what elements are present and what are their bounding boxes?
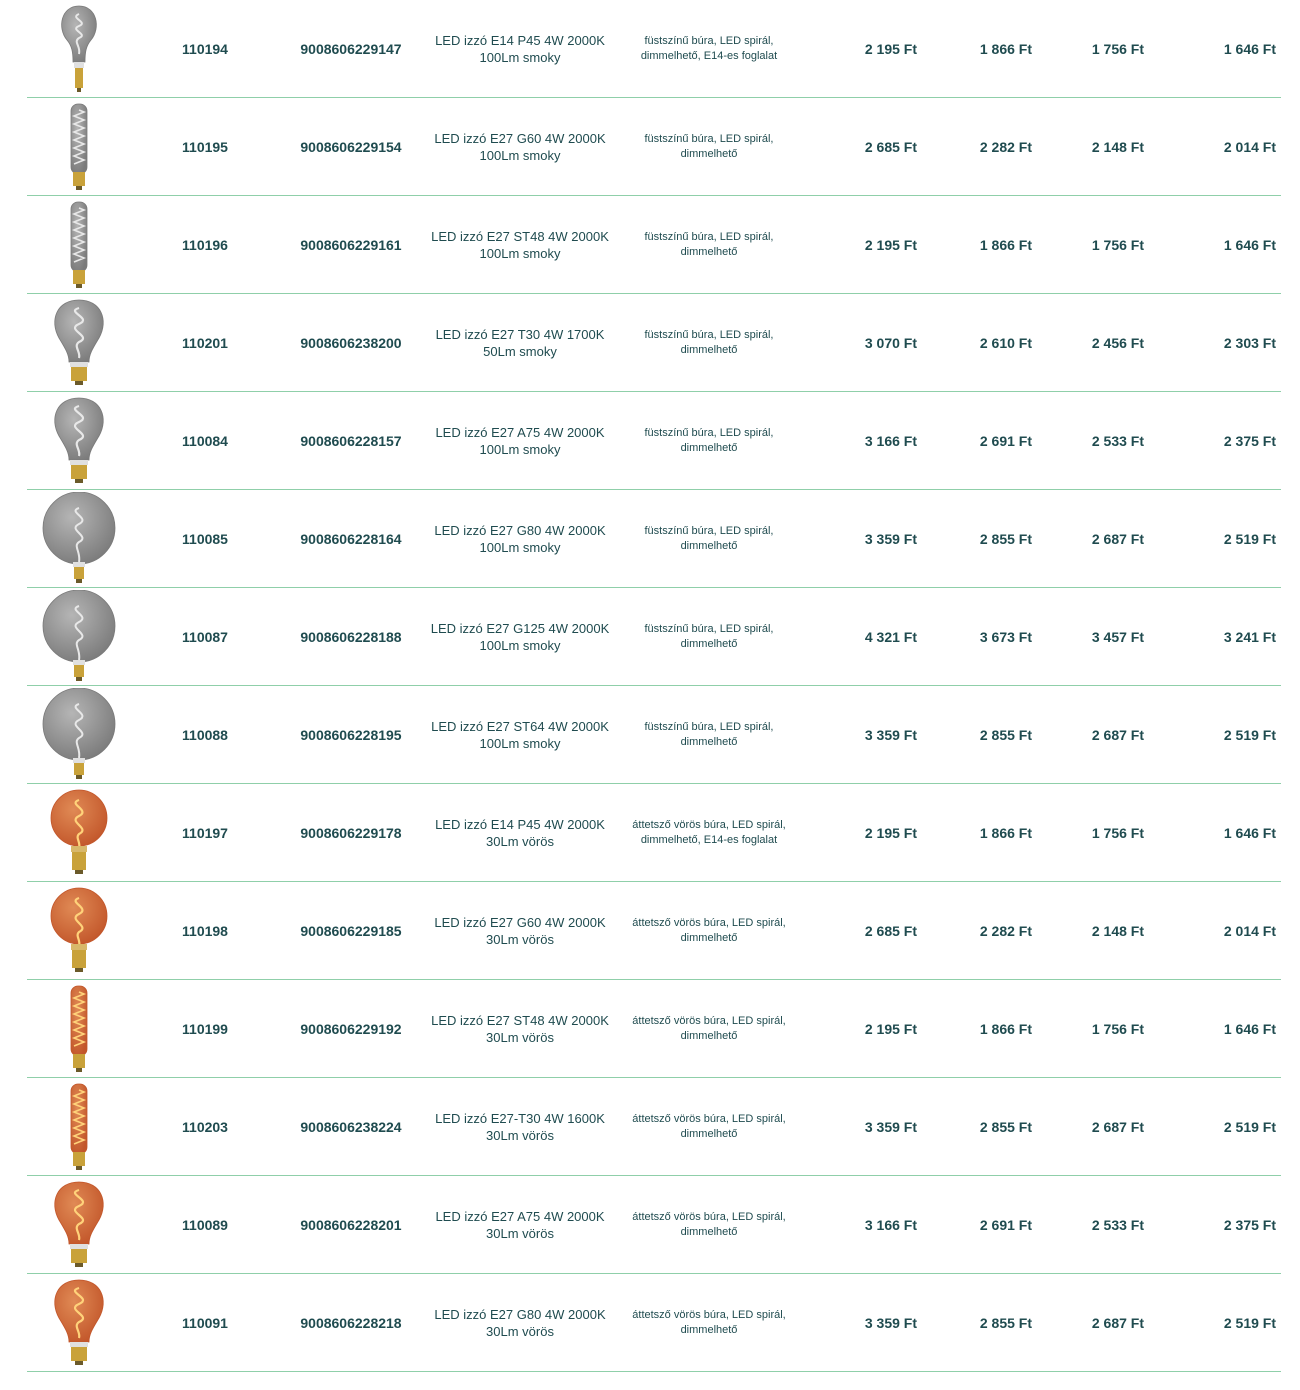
price-4: 2 375 Ft [1223,1216,1276,1233]
description-line-1: áttetsző vörös búra, LED spirál, [632,1210,786,1223]
code: 110091 [182,1314,228,1331]
table-row [27,196,1281,294]
product-image-cell [27,686,131,783]
price-2 [952,1176,1032,1273]
description-line-2: dimmelhető [680,147,738,160]
price-3: 2 687 Ft [1091,1118,1144,1135]
product-image-cell [27,98,131,195]
ean-code [287,784,415,881]
price-4 [1194,588,1276,685]
ean: 9008606229185 [300,922,402,939]
code: 110087 [182,628,228,645]
product-name-line-1: LED izzó E14 P45 4W 2000K [435,816,605,832]
description-line-1: áttetsző vörös búra, LED spirál, [632,1014,786,1027]
product-name-line-2: 100Lm smoky [479,245,561,261]
price-3: 1 756 Ft [1091,1020,1144,1037]
price-1: 3 166 Ft [864,432,917,449]
price-3: 3 457 Ft [1091,628,1144,645]
code: 110195 [182,138,228,155]
product-name [427,490,613,587]
product-image-cell [27,882,131,979]
price-2: 2 855 Ft [979,1314,1032,1331]
description-line-2: dimmelhető, E14-es foglalat [640,49,778,62]
price-1: 3 359 Ft [864,530,917,547]
product-code [162,784,248,881]
smoky-bulb-tube-icon [39,198,119,292]
product-description [621,588,797,685]
price-1 [837,196,917,293]
price-3: 2 148 Ft [1091,138,1144,155]
product-name [427,1176,613,1273]
product-description [621,1274,797,1371]
price-1: 4 321 Ft [864,628,917,645]
product-name-line-2: 100Lm smoky [479,441,561,457]
price-4 [1194,0,1276,97]
price-4: 2 519 Ft [1223,726,1276,743]
price-2: 3 673 Ft [979,628,1032,645]
ean-code [287,588,415,685]
product-code [162,392,248,489]
ean: 9008606229154 [300,138,402,155]
ean: 9008606228164 [300,530,402,547]
table-row [27,294,1281,392]
product-name [427,1078,613,1175]
ean: 9008606229178 [300,824,402,841]
price-4: 1 646 Ft [1223,824,1276,841]
product-name [427,98,613,195]
price-2 [952,490,1032,587]
code: 110197 [182,824,228,841]
code: 110196 [182,236,228,253]
price-2: 1 866 Ft [979,1020,1032,1037]
price-4: 2 519 Ft [1223,1314,1276,1331]
ean: 9008606228195 [300,726,402,743]
price-3 [1064,686,1144,783]
ean: 9008606229147 [300,40,402,57]
description-line-2: dimmelhető [680,343,738,356]
price-1 [837,588,917,685]
price-3: 2 687 Ft [1091,726,1144,743]
product-description [621,0,797,97]
product-description [621,294,797,391]
ean-code [287,1176,415,1273]
price-2: 2 610 Ft [979,334,1032,351]
product-code [162,882,248,979]
price-2 [952,294,1032,391]
price-4: 1 646 Ft [1223,1020,1276,1037]
product-code [162,980,248,1077]
price-4 [1194,980,1276,1077]
red-bulb-globe-icon [39,786,119,880]
price-4 [1194,1176,1276,1273]
price-3: 2 456 Ft [1091,334,1144,351]
description-line-1: füstszínű búra, LED spirál, [644,328,774,341]
product-name [427,588,613,685]
price-3: 2 533 Ft [1091,432,1144,449]
price-1 [837,1078,917,1175]
product-image-cell [27,784,131,881]
price-1 [837,1176,917,1273]
product-code [162,0,248,97]
description-line-2: dimmelhető [680,637,738,650]
price-2 [952,784,1032,881]
description-line-2: dimmelhető [680,1323,738,1336]
price-2: 2 855 Ft [979,726,1032,743]
product-code [162,196,248,293]
price-3 [1064,980,1144,1077]
price-2: 2 691 Ft [979,432,1032,449]
price-3 [1064,294,1144,391]
product-name-line-2: 100Lm smoky [479,49,561,65]
description-line-1: füstszínű búra, LED spirál, [644,426,774,439]
product-name [427,0,613,97]
price-4: 2 375 Ft [1223,432,1276,449]
code: 110088 [182,726,228,743]
price-1: 2 195 Ft [864,1020,917,1037]
ean-code [287,1078,415,1175]
price-3: 1 756 Ft [1091,824,1144,841]
price-3 [1064,98,1144,195]
price-3 [1064,0,1144,97]
ean: 9008606228218 [300,1314,402,1331]
smoky-bulb-p45-icon [39,2,119,96]
price-2: 1 866 Ft [979,824,1032,841]
price-4 [1194,1078,1276,1175]
code: 110199 [182,1020,228,1037]
product-image-cell [27,980,131,1077]
product-name-line-2: 50Lm smoky [483,343,557,359]
ean: 9008606238200 [300,334,402,351]
product-image-cell [27,490,131,587]
description-line-1: füstszínű búra, LED spirál, [644,720,774,733]
price-1: 2 195 Ft [864,40,917,57]
product-description [621,490,797,587]
product-name-line-2: 30Lm vörös [486,833,554,849]
description-line-1: füstszínű búra, LED spirál, [644,230,774,243]
product-name-line-2: 100Lm smoky [479,147,561,163]
description-line-2: dimmelhető [680,1225,738,1238]
description-line-2: dimmelhető [680,1029,738,1042]
price-2 [952,1078,1032,1175]
product-name-line-2: 100Lm smoky [479,735,561,751]
price-4: 2 303 Ft [1223,334,1276,351]
price-4 [1194,882,1276,979]
product-name-line-1: LED izzó E27 G60 4W 2000K [434,914,606,930]
description-line-2: dimmelhető, E14-es foglalat [640,833,778,846]
price-3 [1064,588,1144,685]
code: 110089 [182,1216,228,1233]
price-1 [837,1274,917,1371]
product-name-line-1: LED izzó E27 ST48 4W 2000K [431,1012,609,1028]
price-1 [837,294,917,391]
price-1 [837,490,917,587]
table-row [27,588,1281,686]
product-name-line-1: LED izzó E27 A75 4W 2000K [435,424,605,440]
price-3 [1064,784,1144,881]
table-row [27,98,1281,196]
price-2 [952,980,1032,1077]
description-line-1: áttetsző vörös búra, LED spirál, [632,916,786,929]
price-2 [952,0,1032,97]
smoky-bulb-globe-icon [39,590,119,684]
table-row [27,490,1281,588]
product-description [621,392,797,489]
description-line-1: áttetsző vörös búra, LED spirál, [632,818,786,831]
ean-code [287,882,415,979]
price-3 [1064,392,1144,489]
price-4: 2 014 Ft [1223,138,1276,155]
product-name [427,784,613,881]
price-1 [837,392,917,489]
price-2: 1 866 Ft [979,40,1032,57]
smoky-bulb-a60-icon [39,394,119,488]
code: 110085 [182,530,228,547]
price-2: 2 282 Ft [979,138,1032,155]
table-row [27,392,1281,490]
price-4: 2 519 Ft [1223,530,1276,547]
product-name-line-1: LED izzó E27 A75 4W 2000K [435,1208,605,1224]
price-3: 2 148 Ft [1091,922,1144,939]
price-3 [1064,1078,1144,1175]
ean: 9008606228188 [300,628,402,645]
ean-code [287,1274,415,1371]
description-line-1: füstszínű búra, LED spirál, [644,34,774,47]
product-name-line-2: 100Lm smoky [479,539,561,555]
price-1 [837,784,917,881]
price-3 [1064,1176,1144,1273]
price-2 [952,882,1032,979]
product-name [427,980,613,1077]
price-2 [952,196,1032,293]
red-bulb-a60-icon [39,1276,119,1370]
smoky-bulb-globe-icon [39,688,119,782]
product-name-line-2: 30Lm vörös [486,1127,554,1143]
product-description [621,980,797,1077]
price-4 [1194,784,1276,881]
product-image-cell [27,588,131,685]
price-1 [837,0,917,97]
price-2: 1 866 Ft [979,236,1032,253]
red-bulb-tube-icon [39,1080,119,1174]
product-name-line-2: 30Lm vörös [486,1029,554,1045]
price-3: 1 756 Ft [1091,40,1144,57]
table-row [27,980,1281,1078]
price-4 [1194,98,1276,195]
price-4: 3 241 Ft [1223,628,1276,645]
ean-code [287,294,415,391]
table-row [27,1176,1281,1274]
price-3: 1 756 Ft [1091,236,1144,253]
price-2 [952,1274,1032,1371]
price-2: 2 691 Ft [979,1216,1032,1233]
price-3: 2 533 Ft [1091,1216,1144,1233]
price-4: 2 014 Ft [1223,922,1276,939]
price-4 [1194,1274,1276,1371]
price-4 [1194,294,1276,391]
red-bulb-globe-icon [39,884,119,978]
price-4: 2 519 Ft [1223,1118,1276,1135]
price-3 [1064,1274,1144,1371]
price-1: 3 359 Ft [864,1314,917,1331]
product-name [427,1274,613,1371]
product-image-cell [27,1274,131,1371]
price-3: 2 687 Ft [1091,1314,1144,1331]
price-2 [952,588,1032,685]
product-image-cell [27,196,131,293]
price-1: 3 070 Ft [864,334,917,351]
code: 110084 [182,432,228,449]
table-row [27,784,1281,882]
ean: 9008606228157 [300,432,402,449]
product-name-line-2: 30Lm vörös [486,1225,554,1241]
product-description [621,1176,797,1273]
product-description [621,1078,797,1175]
price-1: 2 685 Ft [864,922,917,939]
product-code [162,98,248,195]
product-description [621,196,797,293]
description-line-2: dimmelhető [680,931,738,944]
table-row [27,1078,1281,1176]
price-4 [1194,196,1276,293]
product-name-line-1: LED izzó E27 T30 4W 1700K [435,326,605,342]
product-image-cell [27,392,131,489]
price-3 [1064,490,1144,587]
price-1: 2 685 Ft [864,138,917,155]
code: 110203 [182,1118,228,1135]
product-name [427,294,613,391]
price-4: 1 646 Ft [1223,236,1276,253]
description-line-2: dimmelhető [680,441,738,454]
product-name [427,686,613,783]
smoky-bulb-globe-icon [39,492,119,586]
product-image-cell [27,294,131,391]
price-2 [952,686,1032,783]
description-line-1: füstszínű búra, LED spirál, [644,132,774,145]
price-4 [1194,392,1276,489]
description-line-1: áttetsző vörös búra, LED spirál, [632,1308,786,1321]
price-1: 2 195 Ft [864,236,917,253]
price-1 [837,98,917,195]
ean-code [287,686,415,783]
product-name-line-1: LED izzó E27 G80 4W 2000K [434,522,606,538]
description-line-2: dimmelhető [680,539,738,552]
product-code [162,294,248,391]
product-image-cell [27,1176,131,1273]
product-description [621,98,797,195]
ean-code [287,0,415,97]
price-2: 2 282 Ft [979,922,1032,939]
price-1: 2 195 Ft [864,824,917,841]
price-1: 3 359 Ft [864,726,917,743]
product-code [162,588,248,685]
ean: 9008606229192 [300,1020,402,1037]
product-price-table [27,0,1281,1372]
table-row [27,0,1281,98]
description-line-2: dimmelhető [680,735,738,748]
product-name-line-2: 30Lm vörös [486,1323,554,1339]
price-1: 3 166 Ft [864,1216,917,1233]
product-name-line-2: 30Lm vörös [486,931,554,947]
product-image-cell [27,1078,131,1175]
smoky-bulb-a60-icon [39,296,119,390]
price-1: 3 359 Ft [864,1118,917,1135]
description-line-2: dimmelhető [680,245,738,258]
product-name-line-1: LED izzó E14 P45 4W 2000K [435,32,605,48]
price-1 [837,686,917,783]
description-line-1: füstszínű búra, LED spirál, [644,524,774,537]
product-code [162,1078,248,1175]
price-2: 2 855 Ft [979,530,1032,547]
description-line-2: dimmelhető [680,1127,738,1140]
price-4: 1 646 Ft [1223,40,1276,57]
ean: 9008606229161 [300,236,402,253]
table-row [27,686,1281,784]
product-code [162,1176,248,1273]
product-name-line-1: LED izzó E27 G125 4W 2000K [430,620,610,636]
red-bulb-a60-icon [39,1178,119,1272]
product-name [427,196,613,293]
product-image-cell [27,0,131,97]
product-code [162,490,248,587]
code: 110194 [182,40,228,57]
product-name-line-2: 100Lm smoky [479,637,561,653]
ean-code [287,196,415,293]
product-name-line-1: LED izzó E27 ST48 4W 2000K [431,228,609,244]
price-3: 2 687 Ft [1091,530,1144,547]
product-code [162,686,248,783]
ean: 9008606238224 [300,1118,402,1135]
price-1 [837,882,917,979]
ean-code [287,490,415,587]
price-3 [1064,196,1144,293]
price-2 [952,392,1032,489]
product-name [427,392,613,489]
price-2 [952,98,1032,195]
ean-code [287,392,415,489]
description-line-1: füstszínű búra, LED spirál, [644,622,774,635]
ean-code [287,98,415,195]
product-description [621,882,797,979]
code: 110201 [182,334,228,351]
product-name [427,882,613,979]
ean-code [287,980,415,1077]
smoky-bulb-tube-icon [39,100,119,194]
table-row [27,1274,1281,1372]
product-description [621,784,797,881]
table-row [27,882,1281,980]
product-name-line-1: LED izzó E27 G80 4W 2000K [434,1306,606,1322]
product-name-line-1: LED izzó E27-T30 4W 1600K [435,1110,605,1126]
price-4 [1194,490,1276,587]
product-description [621,686,797,783]
red-bulb-tube-icon [39,982,119,1076]
product-name-line-1: LED izzó E27 ST64 4W 2000K [431,718,609,734]
description-line-1: áttetsző vörös búra, LED spirál, [632,1112,786,1125]
price-1 [837,980,917,1077]
price-3 [1064,882,1144,979]
product-code [162,1274,248,1371]
product-name-line-1: LED izzó E27 G60 4W 2000K [434,130,606,146]
price-2: 2 855 Ft [979,1118,1032,1135]
code: 110198 [182,922,228,939]
ean: 9008606228201 [300,1216,402,1233]
price-4 [1194,686,1276,783]
